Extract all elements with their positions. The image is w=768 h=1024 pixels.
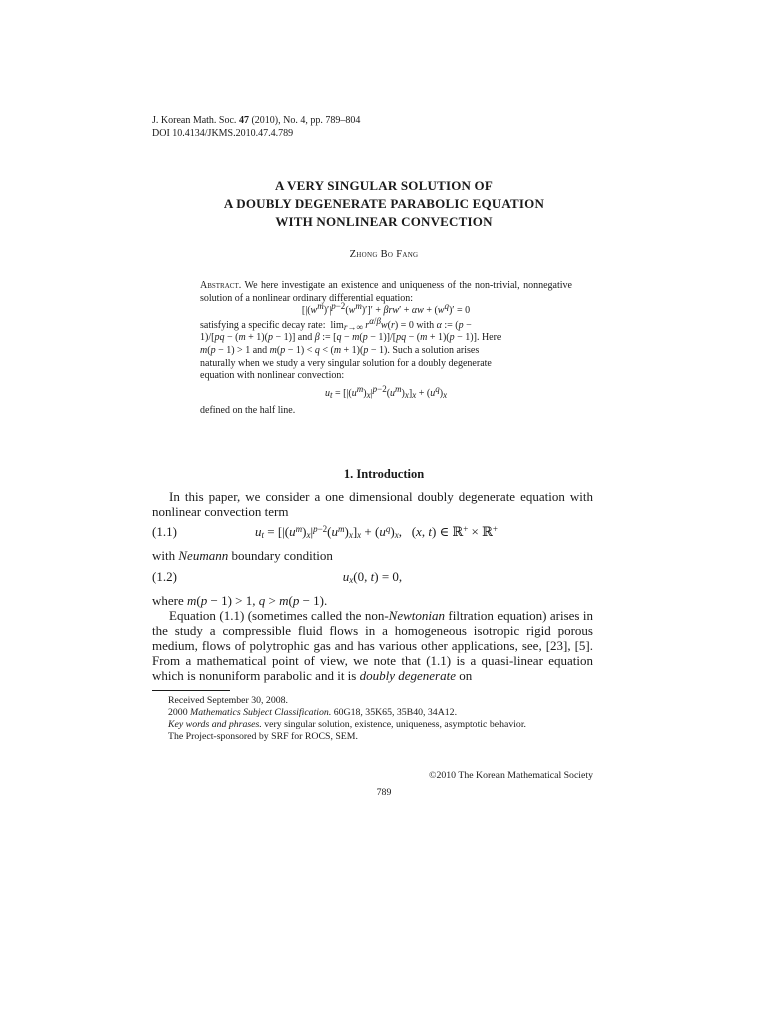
journal-citation: [152, 114, 360, 127]
doi: DOI 10.4134/JKMS.2010.47.4.789: [152, 128, 294, 139]
keywords-label: Key words and phrases.: [168, 719, 262, 730]
journal-header: [152, 114, 360, 140]
intro-paragraph-2: Equation (1.1) (sometimes called the non-Newtonian filtration equation) arises in the study a compressible fluid flows in a homogeneous isotropic rigid porous medium, flows of polytrophic gas and has various other applications, see, [23], [5]. From a mathematical point of view, we note that (1.1) is a quasi-linear equation which is nonuniform parabolic and it is doubly degenerate on: [152, 608, 593, 683]
abstract-text: We here investigate an existence and uniqueness of the non-trivial, nonnegative solution of a nonlinear ordinary differential equation:: [200, 280, 572, 304]
abstract-ode: $[|(w^m)'|^{p-2}(w^m)']' + \beta rw' + \alpha w + (w^q)' = 0$: [301, 301, 471, 317]
msc-label: Mathematics Subject Classification.: [190, 707, 332, 718]
equation-1-1: [152, 524, 593, 542]
boundary-suffix: boundary condition: [231, 548, 333, 563]
journal-issue-pages: (2010), No. 4, pp. 789–804: [251, 115, 361, 126]
abstract-pde: $u_t = [|(u^m)_x|^{p-2}(u^m)_x]_x + (u^q)_x$: [324, 383, 448, 400]
abstract-conditions: satisfying a specific decay rate: $\lim_{r\to\infty} r^{\alpha/\beta}w(r) = 0$ with α := (p − 1)/[pq − (m + 1)(p − 1)] and β := [q − m(p − 1)]/[pq − (m + 1)(p − 1)]. Here m(p − 1) > 1 and m(p − 1) < q < (m + 1)(p − 1). Such a solution arises naturally when we study a very singular solution for a doubly degenerate equation with nonlinear convection:: [200, 315, 502, 382]
msc-year: 2000: [168, 707, 188, 718]
equation-body: $u_t = [|(u^m)_x|^{p-2}(u^m)_x]_x + (u^q)_x$, (x, t) ∈ ℝ+ × ℝ+: [255, 524, 498, 540]
paper-title: [0, 177, 768, 231]
footnote-msc: [168, 707, 593, 719]
keywords-text: very singular solution, existence, uniqueness, asymptotic behavior.: [264, 719, 527, 730]
boundary-prefix: with: [152, 548, 176, 563]
where-prefix: where: [152, 593, 184, 608]
abstract: [200, 280, 572, 418]
footnote-rule: [152, 690, 230, 691]
footnote-project: The Project-sponsored by SRF for ROCS, SEM.: [168, 731, 358, 742]
footnote-keywords: [168, 719, 593, 731]
author-name: Zhong Bo Fang: [349, 249, 419, 260]
equation-1-2: [152, 569, 593, 587]
abstract-intro: [200, 280, 572, 305]
journal-volume: 47: [238, 115, 249, 126]
where-clause: where m(p − 1) > 1, q > m(p − 1).: [152, 593, 328, 608]
page-number: 789: [376, 787, 392, 798]
abstract-closing: defined on the half line.: [200, 405, 296, 417]
footnote-received: Received September 30, 2008.: [168, 695, 288, 706]
boundary-sentence: [152, 548, 593, 563]
abstract-label: Abstract.: [200, 280, 242, 291]
title-line-2: A DOUBLY DEGENERATE PARABOLIC EQUATION: [223, 196, 545, 211]
copyright-notice: ©2010 The Korean Mathematical Society: [429, 770, 593, 781]
section-heading: 1. Introduction: [343, 467, 425, 481]
footnotes: [168, 695, 593, 743]
intro-paragraph-1: In this paper, we consider a one dimensional doubly degenerate equation with nonlinear convection term: [152, 489, 593, 519]
equation-body: $u_x(0$, t) = 0,: [342, 569, 403, 585]
equation-number: (1.1): [152, 524, 177, 539]
msc-codes: 60G18, 35K65, 35B40, 34A12.: [333, 707, 458, 718]
journal-name: J. Korean Math. Soc.: [152, 115, 237, 126]
title-line-3: WITH NONLINEAR CONVECTION: [275, 214, 493, 229]
body-text: [152, 489, 593, 683]
equation-number: (1.2): [152, 569, 177, 584]
boundary-neumann: Neumann: [178, 548, 229, 563]
title-line-1: A VERY SINGULAR SOLUTION OF: [274, 178, 494, 193]
